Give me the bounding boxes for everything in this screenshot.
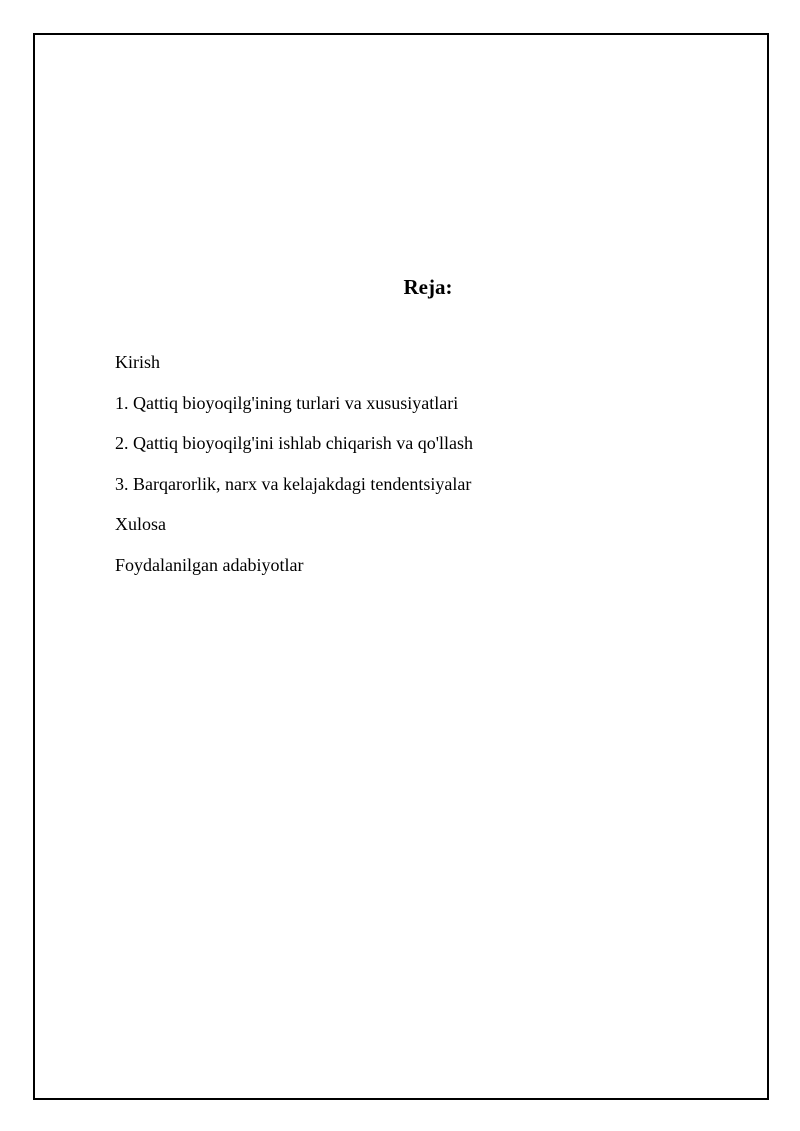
plan-item-3: 3. Barqarorlik, narx va kelajakdagi tendentsiyalar bbox=[115, 473, 472, 494]
page-title: Reja: bbox=[403, 275, 453, 299]
plan-item-conclusion: Xulosa bbox=[115, 514, 166, 535]
plan-item-2: 2. Qattiq bioyoqilg'ini ishlab chiqarish va qo'llash bbox=[115, 433, 473, 454]
plan-list bbox=[115, 350, 473, 594]
plan-item-introduction: Kirish bbox=[115, 352, 160, 372]
plan-item-references: Foydalanilgan adabiyotlar bbox=[115, 554, 304, 575]
plan-item-1: 1. Qattiq bioyoqilg'ining turlari va xususiyatlari bbox=[115, 392, 459, 413]
